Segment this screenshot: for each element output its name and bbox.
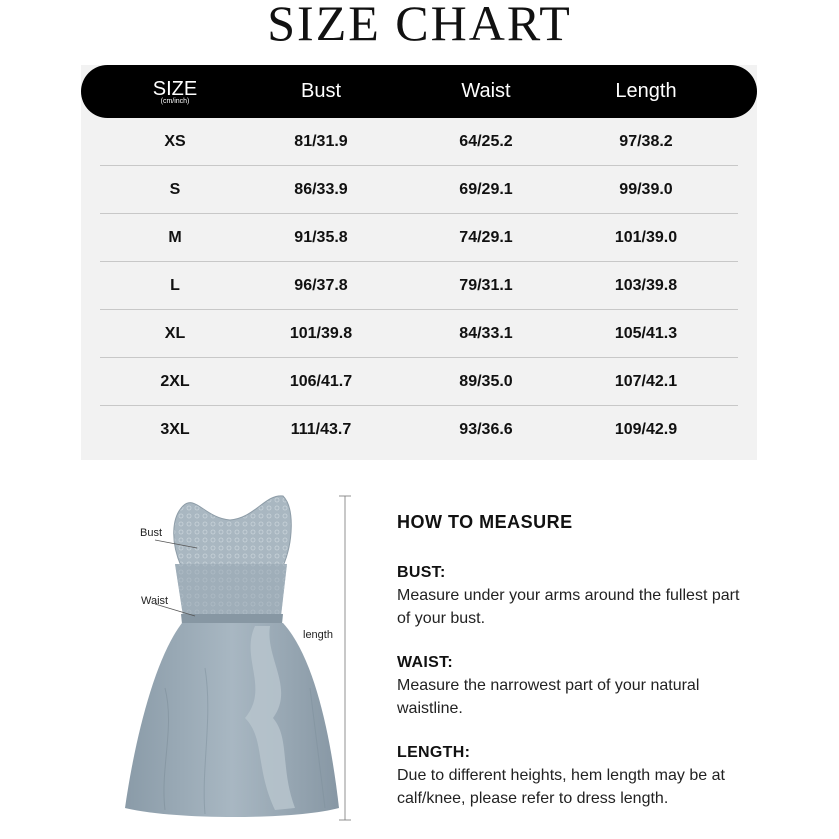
cell-length: 97/38.2 — [619, 133, 673, 150]
cell-length: 99/39.0 — [619, 181, 673, 198]
waist-text: Measure the narrowest part of your natural waistline. — [397, 677, 700, 717]
page-title: SIZE CHART — [267, 0, 572, 51]
length-title: LENGTH: — [397, 744, 471, 761]
dress-illustration — [105, 488, 365, 828]
cell-waist: 84/33.1 — [459, 325, 513, 342]
table-row — [81, 166, 757, 214]
table-row — [81, 262, 757, 310]
cell-length: 107/42.1 — [614, 373, 678, 390]
header-size-unit: (cm/inch) — [160, 97, 190, 105]
cell-size: M — [168, 229, 182, 246]
header-waist: Waist — [461, 80, 511, 102]
cell-bust: 81/31.9 — [294, 133, 348, 150]
size-table — [81, 65, 757, 460]
table-row — [81, 118, 757, 166]
length-label: length — [303, 629, 333, 641]
cell-size: 3XL — [160, 421, 190, 438]
header-bust: Bust — [300, 80, 342, 102]
table-header — [81, 65, 757, 118]
cell-bust: 96/37.8 — [294, 277, 348, 294]
cell-size: XL — [164, 325, 186, 342]
cell-waist: 93/36.6 — [459, 421, 513, 438]
cell-bust: 101/39.8 — [289, 325, 353, 342]
cell-size: S — [169, 181, 181, 198]
cell-waist: 89/35.0 — [459, 373, 513, 390]
cell-length: 103/39.8 — [614, 277, 678, 294]
waist-title: WAIST: — [397, 654, 454, 671]
table-row — [81, 214, 757, 262]
cell-waist: 79/31.1 — [459, 277, 513, 294]
header-length: Length — [615, 80, 677, 102]
cell-bust: 86/33.9 — [294, 181, 348, 198]
table-row — [81, 406, 757, 454]
cell-bust: 106/41.7 — [289, 373, 353, 390]
cell-waist: 69/29.1 — [459, 181, 513, 198]
waist-label: Waist — [141, 595, 169, 607]
table-body — [81, 118, 757, 454]
cell-size: 2XL — [160, 373, 190, 390]
cell-length: 109/42.9 — [614, 421, 678, 438]
cell-bust: 91/35.8 — [294, 229, 348, 246]
header-size — [121, 65, 229, 118]
length-text: Due to different heights, hem length may be at calf/knee, please refer to dress length. — [397, 767, 725, 807]
cell-waist: 64/25.2 — [459, 133, 513, 150]
table-row — [81, 310, 757, 358]
cell-waist: 74/29.1 — [459, 229, 513, 246]
cell-size: XS — [164, 133, 186, 150]
bust-title: BUST: — [397, 564, 446, 581]
table-row — [81, 358, 757, 406]
cell-length: 101/39.0 — [614, 229, 678, 246]
header-size-label: SIZE — [152, 77, 198, 100]
how-to-measure-heading: HOW TO MEASURE — [397, 512, 573, 532]
bust-label: Bust — [140, 527, 163, 539]
cell-bust: 111/43.7 — [290, 421, 352, 438]
bust-text: Measure under your arms around the fullest part of your bust. — [397, 587, 740, 627]
cell-length: 105/41.3 — [614, 325, 678, 342]
cell-size: L — [170, 277, 180, 294]
